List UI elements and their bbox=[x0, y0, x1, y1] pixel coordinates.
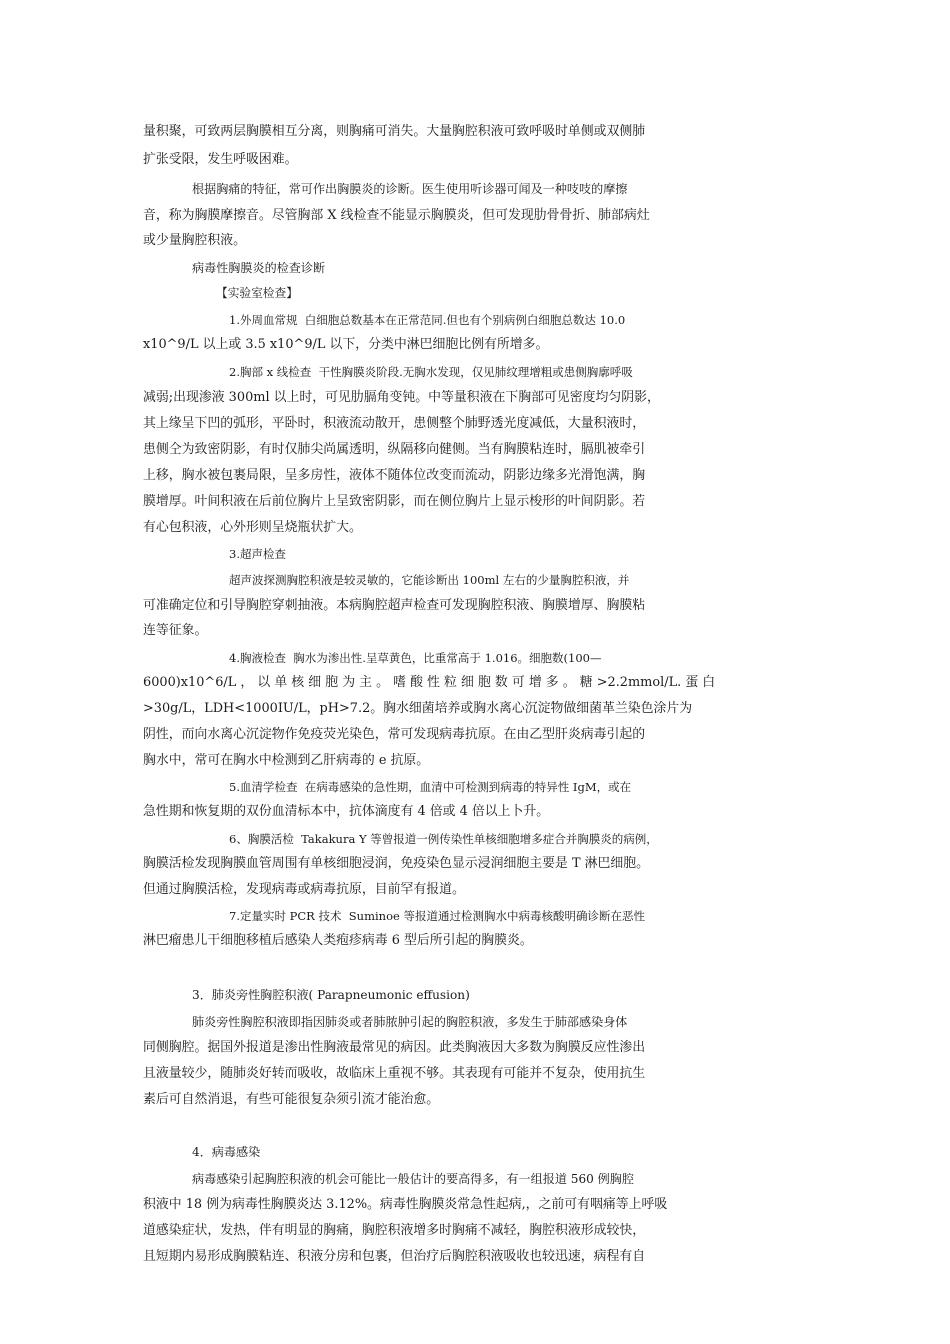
paragraph-line: 7.定量实时 PCR 技术 Suminoe 等报道通过检测胸水中病毒核酸明确诊断在恶性 bbox=[229, 909, 645, 923]
section-heading: 病毒性胸膜炎的检查诊断 bbox=[192, 261, 326, 275]
paragraph-line: 积液中 18 例为病毒性胸膜炎达 3.12%。病毒性胸膜炎常急性起病,，之前可有咽痛等上呼吸 bbox=[143, 1197, 668, 1212]
paragraph-line: 超声波探测胸腔积液是较灵敏的，它能诊断出 100ml 左右的少量胸腔积液，并 bbox=[229, 573, 630, 587]
paragraph-line: 量积聚，可致两层胸膜相互分离，则胸痛可消失。大量胸腔积液可致呼吸时单侧或双侧肺 bbox=[143, 124, 646, 139]
section-heading: 4．病毒感染 bbox=[192, 1145, 261, 1159]
paragraph-line: x10^9/L 以上或 3.5 x10^9/L 以下，分类中淋巴细胞比例有所增多。 bbox=[143, 337, 549, 352]
paragraph-line: 道感染症状，发热，伴有明显的胸痛，胸腔积液增多时胸痛不减轻，胸腔积液形成较快， bbox=[143, 1223, 646, 1238]
paragraph-line: 4.胸液检查 胸水为渗出性.呈草黄色，比重常高于 1.016。细胞数(100— bbox=[229, 651, 602, 665]
paragraph-line: >30g/L，LDH<1000IU/L，pH>7.2。胸水细菌培养或胸水离心沉淀物做细菌革兰染色涂片为 bbox=[143, 701, 693, 716]
paragraph-line: 或少量胸腔积液。 bbox=[143, 233, 247, 248]
paragraph-line: 但通过胸膜活检，发现病毒或病毒抗原，目前罕有报道。 bbox=[143, 882, 465, 897]
paragraph-line: 且液量较少，随肺炎好转而吸收，故临床上重视不够。其表现有可能并不复杂，使用抗生 bbox=[143, 1066, 646, 1081]
paragraph-line: 淋巴瘤患儿干细胞移植后感染人类疱疹病毒 6 型后所引起的胸膜炎。 bbox=[143, 933, 533, 948]
paragraph-line: 上移，胸水被包裹局限，呈多房性，液体不随体位改变而流动，阴影边缘多光滑饱满，胸 bbox=[143, 468, 646, 483]
paragraph-line: 胸膜活检发现胸膜血管周围有单核细胞浸润，免疫染色显示浸润细胞主要是 T 淋巴细胞。 bbox=[143, 856, 650, 871]
paragraph-line: 且短期内易形成胸膜粘连、积液分房和包裹，但治疗后胸腔积液吸收也较迅速，病程有自 bbox=[143, 1249, 646, 1264]
section-heading: 3.超声检查 bbox=[229, 547, 286, 561]
paragraph-line: 急性期和恢复期的双份血清标本中，抗体滴度有 4 倍或 4 倍以上卜升。 bbox=[143, 804, 550, 819]
paragraph-line: 肺炎旁性胸腔积液即指因肺炎或者肺脓肿引起的胸腔积液，多发生于肺部感染身体 bbox=[192, 1015, 628, 1029]
paragraph-line: 素后可自然消退，有些可能很复杂须引流才能治愈。 bbox=[143, 1092, 440, 1107]
paragraph-line: 膜增厚。叶间积液在后前位胸片上呈致密阴影，而在侧位胸片上显示梭形的叶间阴影。若 bbox=[143, 494, 646, 509]
paragraph-line: 1.外周血常规 白细胞总数基本在正常范同.但也有个别病例白细胞总数达 10.0 bbox=[229, 313, 626, 327]
paragraph-line: 阴性，而向水离心沉淀物作免疫荧光染色，常可发现病毒抗原。在由乙型肝炎病毒引起的 bbox=[143, 727, 646, 742]
paragraph-line: 音，称为胸膜摩擦音。尽管胸部 X 线检查不能显示胸膜炎，但可发现肋骨骨折、肺部病灶 bbox=[143, 208, 650, 223]
paragraph-line: 减弱;出现渗液 300ml 以上时，可见肋膈角变钝。中等量积液在下胸部可见密度均匀阴影， bbox=[143, 390, 660, 405]
paragraph-line: 扩张受限，发生呼吸困难。 bbox=[143, 152, 298, 167]
paragraph-line: 6000)x10^6/L ， 以 单 核 细 胞 为 主 。 嗜 酸 性 粒 细 胞 数 可 增 多 。 糖 >2.2mmol/L. 蛋 白 bbox=[143, 675, 716, 690]
paragraph-line: 根据胸痛的特征，常可作出胸膜炎的诊断。医生使用听诊器可闻及一种吱吱的摩擦 bbox=[192, 182, 628, 196]
paragraph-line: 5.血清学检查 在病毒感染的急性期，血清中可检测到病毒的特异性 IgM，或在 bbox=[229, 780, 632, 794]
paragraph-line: 连等征象。 bbox=[143, 623, 208, 638]
paragraph-line: 同侧胸腔。据国外报道是渗出性胸液最常见的病因。此类胸液因大多数为胸膜反应性渗出 bbox=[143, 1040, 646, 1055]
paragraph-line: 病毒感染引起胸腔积液的机会可能比一般估计的要高得多，有一组报道 560 例胸腔 bbox=[192, 1172, 634, 1186]
paragraph-line: 胸水中，常可在胸水中检测到乙肝病毒的 e 抗原。 bbox=[143, 753, 430, 768]
paragraph-line: 6、胸膜活检 Takakura Y 等曾报道一例传染性单核细胞增多症合并胸膜炎的病例， bbox=[229, 832, 658, 846]
paragraph-line: 2.胸部 x 线检查 干性胸膜炎阶段.无胸水发现，仅见肺纹理增粗或患侧胸廓呼吸 bbox=[229, 365, 633, 379]
paragraph-line: 可准确定位和引导胸腔穿刺抽液。本病胸腔超声检查可发现胸腔积液、胸膜增厚、胸膜粘 bbox=[143, 598, 646, 613]
paragraph-line: 患侧仝为致密阴影，有时仅肺尖尚属透明，纵隔移向健侧。当有胸膜粘连时，膈肌被牵引 bbox=[143, 442, 646, 457]
paragraph-line: 其上缘呈下凹的弧形，平卧时，积液流动散开，患侧整个肺野透光度减低，大量积液时， bbox=[143, 416, 646, 431]
section-heading: 3．肺炎旁性胸腔积液( Parapneumonic effusion) bbox=[192, 988, 470, 1002]
paragraph-line: 有心包积液，心外形则呈烧瓶状扩大。 bbox=[143, 520, 362, 535]
section-heading: 【实验室检查】 bbox=[216, 286, 298, 300]
